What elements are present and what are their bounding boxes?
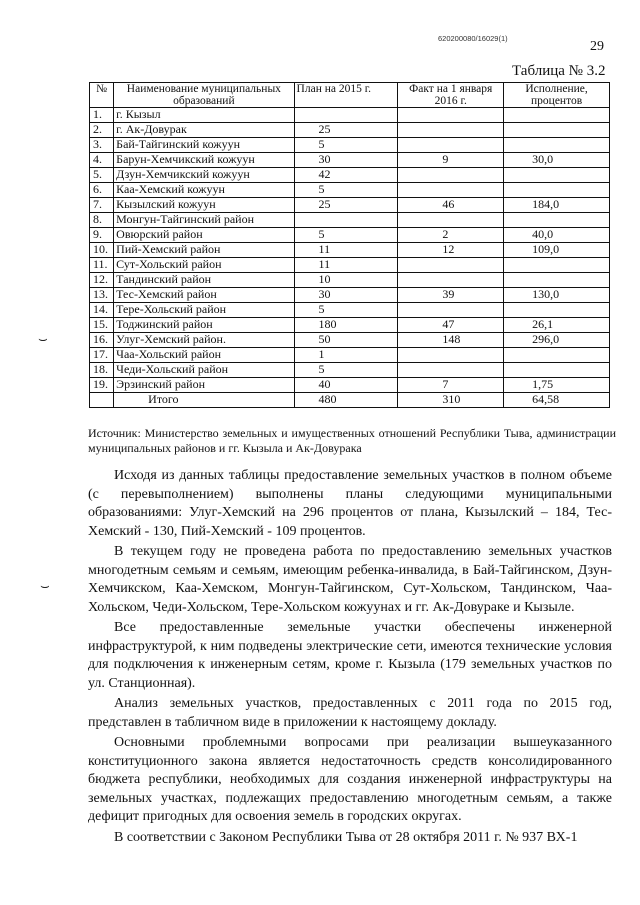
col-header-plan: План на 2015 г. <box>294 83 398 108</box>
table-row: 12. Тандинский район 10 <box>90 273 610 288</box>
table-row: 7. Кызылский кожуун 25 46 184,0 <box>90 198 610 213</box>
table-row: 18. Чеди-Хольский район 5 <box>90 363 610 378</box>
col-header-fact: Факт на 1 января 2016 г. <box>398 83 504 108</box>
table-source-note: Источник: Министерство земельных и имущественных отношений Республики Тыва, администрации муниципальных районов и гг. Кызыла и Ак-Довурака <box>88 426 616 455</box>
col-header-name: Наименование муниципальных образований <box>114 83 294 108</box>
table-row: 19. Эрзинский район 40 7 1,75 <box>90 378 610 393</box>
table-row: 9. Овюрский район 5 2 40,0 <box>90 228 610 243</box>
document-id: 620200080/16029(1) <box>438 34 508 43</box>
table-row: 17. Чаа-Хольский район 1 <box>90 348 610 363</box>
table-header-row <box>90 83 610 108</box>
paragraph: Основными проблемными вопросами при реализации вышеуказанного конституционного закона является недостаточность средств консолидированного бюджета республики, необходимых для создания инженерной инфраструктуры на земельных участках, подлежащих предоставлению многодетным семьям, а также дефицит пригодных для освоения земель в городских округах. <box>88 735 612 824</box>
paragraph: Исходя из данных таблицы предоставление земельных участков в полном объеме (с перевыполнением) выполнены планы следующими муниципальными образованиями: Улуг-Хемский на 296 процентов от плана, Кызылский – 184, Тес-Хемский - 130, Пий-Хемский - 109 процентов. <box>88 468 612 539</box>
table-row: 13. Тес-Хемский район 30 39 130,0 <box>90 288 610 303</box>
paragraph: Анализ земельных участков, предоставленных с 2011 года по 2015 год, представлен в табличном виде в приложении к настоящему докладу. <box>88 696 612 730</box>
table-total-row: Итого 480 310 64,58 <box>90 393 610 408</box>
data-table <box>89 82 610 408</box>
table-row: 4. Барун-Хемчикский кожуун 30 9 30,0 <box>90 153 610 168</box>
paragraph: В соответствии с Законом Республики Тыва от 28 октября 2011 г. № 937 ВХ-1 <box>114 829 578 845</box>
table-row: 3. Бай-Тайгинский кожуун 5 <box>90 138 610 153</box>
table-row: 10. Пий-Хемский район 11 12 109,0 <box>90 243 610 258</box>
paragraph: Все предоставленные земельные участки обеспечены инженерной инфраструктурой, к ним подведены электрические сети, имеются технические условия для подключения к инженерным сетям, кроме г. Кызыла (179 земельных участков по ул. Станционная). <box>88 620 612 691</box>
paragraph: В текущем году не проведена работа по предоставлению земельных участков многодетным семьям и семьям, имеющим ребенка-инвалида, в Бай-Тайгинском, Дзун-Хемчикском, Каа-Хемском, Монгун-Тайгинском, Сут-Хольском, Тандинском, Чаа-Хольском, Чеди-Хольском, Тере-Хольском кожуунах и гг. Ак-Довураке и Кызыле. <box>88 544 612 615</box>
table-row: 15. Тоджинский район 180 47 26,1 <box>90 318 610 333</box>
col-header-number: № <box>90 83 114 108</box>
table-row: 1. г. Кызыл <box>90 108 610 123</box>
table-row: 8. Монгун-Тайгинский район <box>90 213 610 228</box>
table-row: 11. Сут-Хольский район 11 <box>90 258 610 273</box>
handwritten-check-mark-icon: ⌣ <box>38 330 48 348</box>
table-row: 5. Дзун-Хемчикский кожуун 42 <box>90 168 610 183</box>
table-row: 6. Каа-Хемский кожуун 5 <box>90 183 610 198</box>
table-row: 14. Тере-Хольский район 5 <box>90 303 610 318</box>
table-body <box>90 108 610 408</box>
page-number: 29 <box>590 39 604 54</box>
table-row: 16. Улуг-Хемский район. 50 148 296,0 <box>90 333 610 348</box>
table-caption: Таблица № 3.2 <box>512 63 606 79</box>
handwritten-check-mark-icon: ⌣ <box>40 577 50 595</box>
table-row: 2. г. Ак-Довурак 25 <box>90 123 610 138</box>
col-header-performance: Исполнение, процентов <box>504 83 610 108</box>
body-text <box>88 467 612 847</box>
